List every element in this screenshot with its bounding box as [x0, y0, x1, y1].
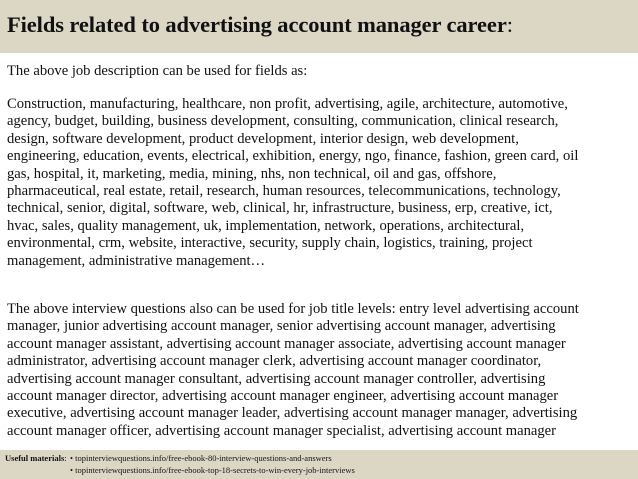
footer-label-text: Useful materials	[5, 453, 65, 463]
paragraph-line: pharmaceutical, real estate, retail, research, human resources, telecommunications, technology,	[7, 183, 561, 200]
paragraph-line: gas, hospital, it, marketing, media, mining, nhs, non technical, oil and gas, offshore,	[7, 165, 497, 182]
paragraph-line: hvac, sales, quality management, uk, implementation, network, operations, architectural,	[7, 217, 525, 234]
job-titles-paragraph	[7, 301, 635, 440]
paragraph-line: account manager officer, advertising account manager specialist, advertising account manager	[7, 422, 557, 439]
paragraph-line: design, software development, product development, interior design, web development,	[7, 130, 519, 147]
footer-link-ebook-80[interactable]: • topinterviewquestions.info/free-ebook-80-interview-questions-and-answers	[70, 453, 332, 463]
paragraph-line: technical, senior, digital, software, web, clinical, hr, infrastructure, business, erp, creative, ict,	[7, 200, 553, 217]
paragraph-line: management, administrative management…	[7, 252, 266, 269]
page-title-colon: :	[506, 12, 513, 37]
fields-paragraph	[7, 96, 635, 270]
title-band	[0, 0, 638, 53]
paragraph-line: manager, junior advertising account manager, senior advertising account manager, advertising	[7, 318, 556, 335]
footer-link-ebook-18[interactable]: • topinterviewquestions.info/free-ebook-top-18-secrets-to-win-every-job-interviews	[70, 465, 355, 475]
paragraph-line: account manager director, advertising account manager engineer, advertising account manager	[7, 388, 559, 405]
paragraph-line: agency, budget, building, business development, consulting, communication, clinical research,	[7, 113, 559, 130]
paragraph-line: engineering, education, events, electrical, exhibition, energy, ngo, finance, fashion, green card, oil	[7, 148, 579, 165]
paragraph-line: Construction, manufacturing, healthcare, non profit, advertising, agile, architecture, automotive,	[7, 96, 568, 112]
paragraph-line: executive, advertising account manager leader, advertising account manager manager, advertising	[7, 405, 578, 422]
paragraph-line: account manager assistant, advertising account manager associate, advertising account manager	[7, 335, 566, 352]
footer-band	[0, 450, 638, 479]
paragraph-line: The above interview questions also can be used for job title levels: entry level advertising account	[7, 301, 579, 317]
paragraph-line: administrator, advertising account manager clerk, advertising account manager coordinator,	[7, 353, 542, 370]
paragraph-line: environmental, crm, website, interactive, security, supply chain, logistics, training, project	[7, 235, 533, 252]
paragraph-line: advertising account manager consultant, advertising account manager controller, advertising	[7, 370, 546, 387]
footer-label	[5, 453, 67, 463]
intro-text: The above job description can be used for fields as:	[7, 63, 308, 79]
page-title-text: Fields related to advertising account manager career	[7, 12, 507, 37]
page-title	[7, 12, 513, 38]
footer-label-sep: :	[64, 453, 67, 463]
